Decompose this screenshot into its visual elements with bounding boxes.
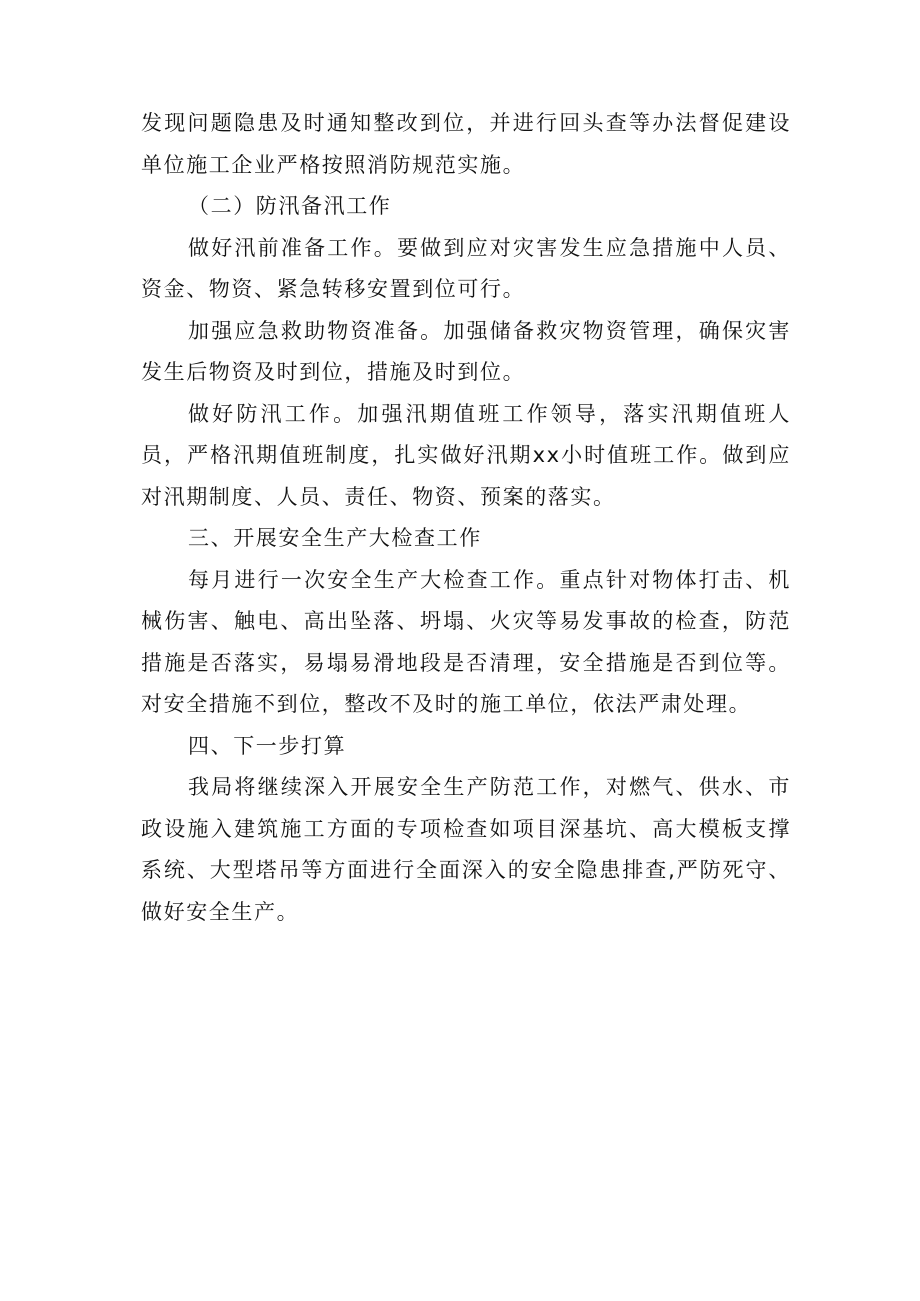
text-line: 做好汛前准备工作。要做到应对灾害发生应急措施中人员、 (188, 235, 791, 260)
text-line: 我局将继续深入开展安全生产防范工作，对燃气、供水、市 (188, 775, 791, 799)
text-line: 员，严格汛期值班制度，扎实做好汛期xx小时值班工作。做到应 (141, 443, 791, 467)
section-heading: 三、开展安全生产大检查工作 (188, 526, 482, 550)
text-line: 资金、物资、紧急转移安置到位可行。 (141, 277, 526, 301)
text-line: 措施是否落实，易塌易滑地段是否清理，安全措施是否到位等。 (141, 650, 791, 675)
text-line: 单位施工企业严格按照消防规范实施。 (141, 152, 526, 177)
text-line: 发现问题隐患及时通知整改到位，并进行回头查等办法督促建设 (141, 111, 791, 135)
text-line: 每月进行一次安全生产大检查工作。重点针对物体打击、机 (188, 567, 791, 592)
text-line: 系统、大型塔吊等方面进行全面深入的安全隐患排查,严防死守、 (141, 858, 791, 882)
text-line: 械伤害、触电、高出坠落、坍塌、火灾等易发事故的检查，防范 (141, 609, 791, 633)
document-body (141, 103, 791, 933)
text-line: 加强应急救助物资准备。加强储备救灾物资管理，确保灾害 (188, 318, 791, 343)
section-heading: 四、下一步打算 (188, 733, 347, 758)
section-heading: （二）防汛备汛工作 (188, 194, 392, 218)
text-line: 政设施入建筑施工方面的专项检查如项目深基坑、高大模板支撑 (141, 816, 791, 841)
text-line: 发生后物资及时到位，措施及时到位。 (141, 360, 526, 384)
text-line: 做好安全生产。 (141, 899, 300, 924)
text-line: 做好防汛工作。加强汛期值班工作领导，落实汛期值班人 (188, 401, 791, 426)
text-line: 对汛期制度、人员、责任、物资、预案的落实。 (141, 484, 616, 509)
text-line: 对安全措施不到位，整改不及时的施工单位，依法严肃处理。 (141, 692, 752, 716)
